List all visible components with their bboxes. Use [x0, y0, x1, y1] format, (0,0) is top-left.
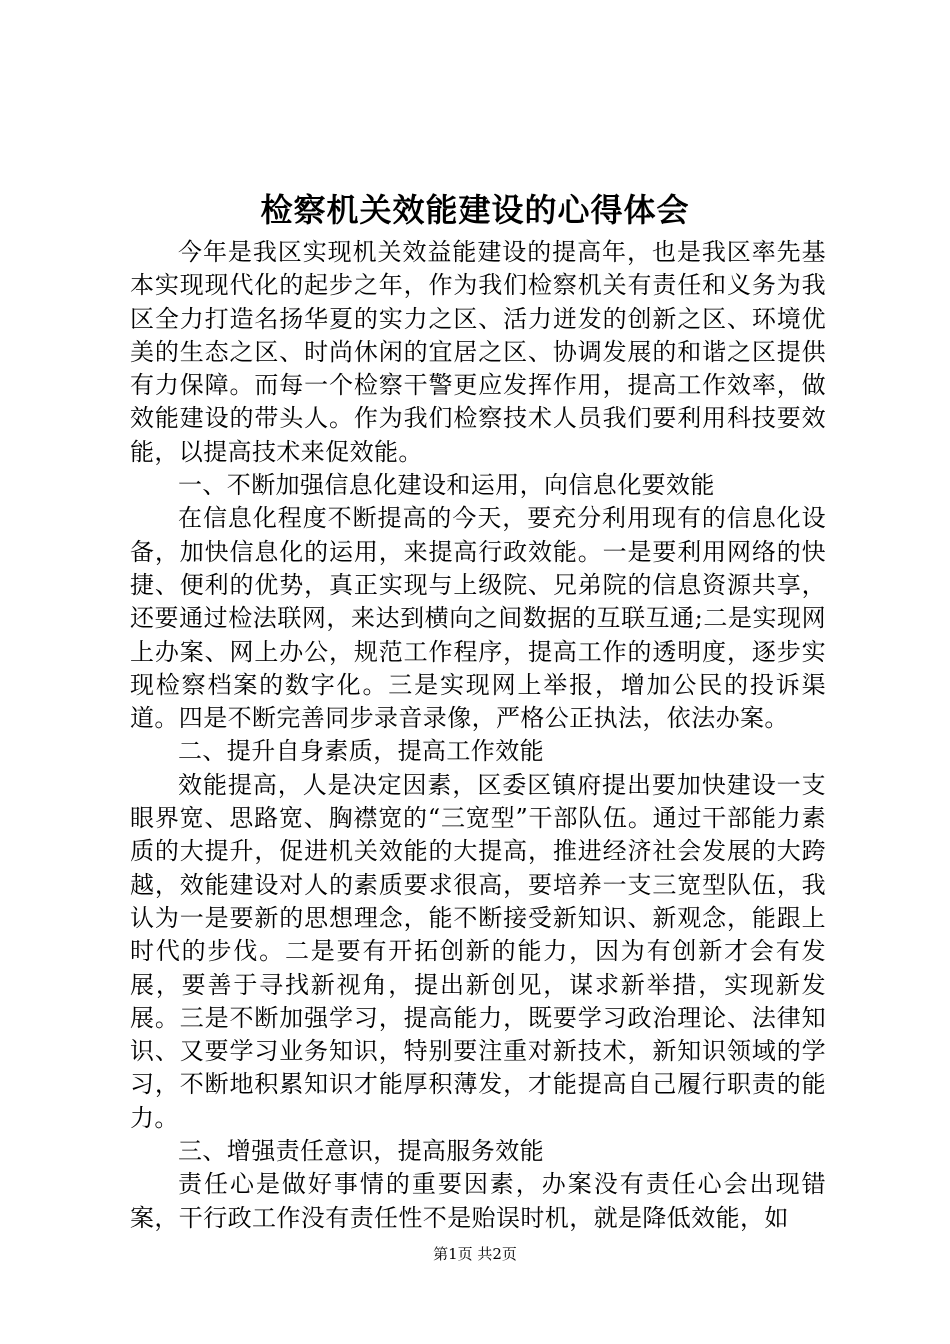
- section-heading-1: 一、不断加强信息化建设和运用，向信息化要效能: [178, 471, 715, 500]
- section-heading-3: 三、增强责任意识，提高服务效能: [178, 1137, 544, 1166]
- paragraph-section-2: 效能提高，人是决定因素，区委区镇府提出要加快建设一支眼界宽、思路宽、胸襟宽的“三宽型”干部队伍。通过干部能力素质的大提升，促进机关效能的大提高，推进经济社会发展的大跨越，效能建设对人的素质要求很高，要培养一支三宽型队伍，我认为一是要新的思想理念，能不断接受新知识、新观念，能跟上时代的步伐。二是要有开拓创新的能力，因为有创新才会有发展，要善于寻找新视角，提出新创见，谋求新举措，实现新发展。三是不断加强学习，提高能力，既要学习政治理论、法律知识、又要学习业务知识，特别要注重对新技术，新知识领域的学习，不断地积累知识才能厚积薄发，才能提高自己履行职责的能力。: [130, 770, 826, 1132]
- document-body: [130, 236, 826, 1235]
- page-footer: 第1页 共2页: [433, 1245, 517, 1263]
- paragraph-intro: 今年是我区实现机关效益能建设的提高年，也是我区率先基本实现现代化的起步之年，作为我们检察机关有责任和义务为我区全力打造名扬华夏的实力之区、活力迸发的创新之区、环境优美的生态之区、时尚休闲的宜居之区、协调发展的和谐之区提供有力保障。而每一个检察干警更应发挥作用，提高工作效率，做效能建设的带头人。作为我们检察技术人员我们要利用科技要效能，以提高技术来促效能。: [130, 238, 826, 466]
- document-title: 检察机关效能建设的心得体会: [260, 191, 690, 229]
- section-heading-2: 二、提升自身素质，提高工作效能: [178, 737, 544, 766]
- paragraph-section-3: 责任心是做好事情的重要因素，办案没有责任心会出现错案，干行政工作没有责任性不是贻误时机，就是降低效能，如: [130, 1170, 826, 1232]
- paragraph-section-1: 在信息化程度不断提高的今天，要充分利用现有的信息化设备，加快信息化的运用，来提高行政效能。一是要利用网络的快捷、便利的优势，真正实现与上级院、兄弟院的信息资源共享，还要通过检法联网，来达到横向之间数据的互联互通;二是实现网上办案、网上办公，规范工作程序，提高工作的透明度，逐步实现检察档案的数字化。三是实现网上举报，增加公民的投诉渠道。四是不断完善同步录音录像，严格公正执法，依法办案。: [130, 504, 826, 733]
